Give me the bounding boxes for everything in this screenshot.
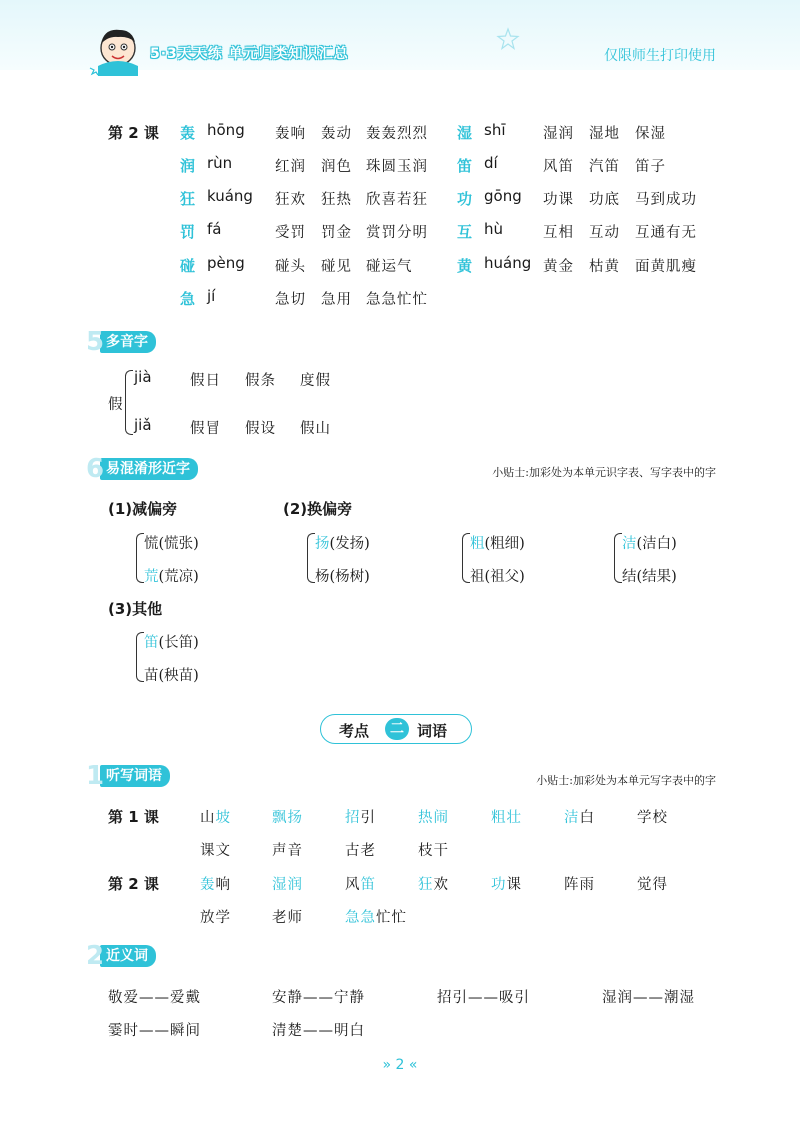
word: 湿润: [543, 126, 574, 142]
char: 狂: [180, 190, 196, 208]
similar-item: [144, 631, 199, 652]
subsection-title: (3)其他: [108, 600, 163, 618]
word-segment: 坡: [215, 810, 231, 826]
kaodian-topic: 词语: [417, 722, 448, 740]
word-segment: 响: [215, 877, 231, 893]
word: 轰响: [275, 126, 306, 142]
section-label: 近义词: [100, 945, 156, 967]
polyphone-char: 假: [108, 397, 123, 413]
subsection-title: (1)减偏旁: [108, 500, 178, 518]
char: 轰: [180, 124, 196, 142]
word-segment: 粗壮: [491, 810, 522, 826]
word: 互动: [589, 225, 620, 241]
word-segment: 湿润: [272, 877, 303, 893]
example: (结果): [636, 569, 677, 585]
char: 杨: [315, 569, 330, 585]
example: (祖父): [484, 569, 525, 585]
pinyin: huáng: [484, 254, 532, 272]
dictation-word: [200, 806, 231, 827]
word-segment: 阵雨: [564, 877, 595, 893]
char: 急: [180, 290, 196, 308]
word: 黄金: [543, 259, 574, 275]
word-segment: 狂: [418, 877, 434, 893]
word: 假日: [190, 373, 221, 389]
word: 假山: [300, 421, 331, 437]
word: 互相: [543, 225, 574, 241]
subsection-title: (2)换偏旁: [283, 500, 353, 518]
word-segment: 古老: [345, 843, 376, 859]
pinyin: dí: [484, 154, 498, 172]
char: 互: [457, 223, 473, 241]
dictation-word: [200, 839, 231, 860]
word: 互通有无: [635, 225, 697, 241]
word-segment: 招: [345, 810, 361, 826]
kaodian-badge: [320, 714, 472, 744]
synonym-pair: 敬爱——爱戴: [108, 990, 201, 1006]
word: 风笛: [543, 159, 574, 175]
char: 苗: [144, 668, 159, 684]
pinyin: fá: [207, 220, 222, 238]
dictation-word: [272, 906, 303, 927]
word: 急急忙忙: [366, 292, 428, 308]
word: 碰运气: [366, 259, 413, 275]
example: (粗细): [484, 536, 525, 552]
kaodian-number: 二: [385, 718, 409, 740]
similar-item: [315, 532, 370, 553]
similar-item: [144, 532, 199, 553]
char: 罚: [180, 223, 196, 241]
word-segment: 欢: [433, 877, 449, 893]
word: 碰头: [275, 259, 306, 275]
word-segment: 风: [345, 877, 361, 893]
word: 受罚: [275, 225, 306, 241]
char: 笛: [457, 157, 473, 175]
lesson-label: 第 2 课: [108, 124, 159, 142]
word-segment: 枝干: [418, 843, 449, 859]
word: 狂欢: [275, 192, 306, 208]
chevron-right-icon: »: [382, 1057, 392, 1073]
example: (发扬): [329, 536, 370, 552]
dictation-word: [345, 806, 376, 827]
word-segment: 飘扬: [272, 810, 303, 826]
similar-item: [622, 565, 677, 586]
similar-item: [315, 565, 370, 586]
char: 扬: [315, 536, 330, 552]
dictation-word: [564, 806, 595, 827]
dictation-word: [418, 839, 449, 860]
tip-text: 小贴士:加彩处为本单元识字表、写字表中的字: [492, 466, 716, 479]
word-segment: 课: [506, 877, 522, 893]
dictation-word: [200, 906, 231, 927]
word-segment: 洁: [564, 810, 580, 826]
synonym-pair: 安静——宁静: [272, 990, 365, 1006]
page-number-value: 2: [395, 1057, 405, 1073]
word: 赏罚分明: [366, 225, 428, 241]
dictation-word: [345, 839, 376, 860]
pinyin: pèng: [207, 254, 245, 272]
word: 假条: [245, 373, 276, 389]
char: 祖: [470, 569, 485, 585]
synonym-pair: 清楚——明白: [272, 1023, 365, 1039]
word: 度假: [300, 373, 331, 389]
word-segment: 急急: [345, 910, 376, 926]
word-segment: 山: [200, 810, 216, 826]
char: 荒: [144, 569, 159, 585]
similar-item: [622, 532, 677, 553]
word-segment: 觉得: [637, 877, 668, 893]
char: 湿: [457, 124, 473, 142]
char: 润: [180, 157, 196, 175]
kaodian-label: 考点: [339, 722, 370, 740]
word: 红润: [275, 159, 306, 175]
section-label: 听写词语: [100, 765, 170, 787]
example: (秧苗): [158, 668, 199, 684]
word: 马到成功: [635, 192, 697, 208]
dictation-word: [564, 873, 595, 894]
brace: [136, 632, 144, 682]
word-segment: 声音: [272, 843, 303, 859]
pinyin: hōng: [207, 121, 245, 139]
word-segment: 引: [360, 810, 376, 826]
example: (荒凉): [158, 569, 199, 585]
word: 狂热: [321, 192, 352, 208]
word: 功底: [589, 192, 620, 208]
page-number: [372, 1057, 428, 1073]
lesson-label: 第 2 课: [108, 875, 159, 893]
char: 慌: [144, 536, 159, 552]
pinyin: hù: [484, 220, 504, 238]
section-header-similar: [86, 454, 198, 484]
header-title: 5·3天天练 单元归类知识汇总: [150, 46, 349, 62]
word: 假设: [245, 421, 276, 437]
brace: [307, 533, 315, 583]
brace: [136, 533, 144, 583]
word: 假冒: [190, 421, 221, 437]
word-segment: 功: [491, 877, 507, 893]
dictation-word: [272, 873, 303, 894]
dictation-word: [200, 873, 231, 894]
dictation-word: [418, 806, 449, 827]
word-segment: 课文: [200, 843, 231, 859]
dictation-word: [637, 873, 668, 894]
word: 湿地: [589, 126, 620, 142]
section-header-polyphone: [86, 327, 156, 357]
word-segment: 学校: [637, 810, 668, 826]
section-label: 多音字: [100, 331, 156, 353]
example: (杨树): [329, 569, 370, 585]
dictation-word: [491, 873, 522, 894]
brace: [125, 370, 133, 435]
section-label: 易混淆形近字: [100, 458, 198, 480]
char: 笛: [144, 635, 159, 651]
dictation-word: [345, 906, 407, 927]
header-note: 仅限师生打印使用: [604, 48, 716, 64]
pinyin: jià: [134, 368, 152, 386]
pinyin: shī: [484, 121, 506, 139]
word: 碰见: [321, 259, 352, 275]
similar-item: [144, 664, 199, 685]
mascot-icon: [88, 22, 144, 76]
word-segment: 轰: [200, 877, 216, 893]
dictation-word: [345, 873, 376, 894]
pinyin: jiǎ: [134, 416, 152, 434]
section-number: 6: [86, 454, 105, 484]
char: 功: [457, 190, 473, 208]
char: 碰: [180, 257, 196, 275]
tip-text: 小贴士:加彩处为本单元写字表中的字: [536, 774, 716, 787]
word: 汽笛: [589, 159, 620, 175]
word: 保湿: [635, 126, 666, 142]
word: 急用: [321, 292, 352, 308]
dictation-word: [491, 806, 522, 827]
char: 粗: [470, 536, 485, 552]
section-header-dictation: [86, 761, 170, 791]
pinyin: rùn: [207, 154, 233, 172]
word-segment: 忙忙: [376, 910, 407, 926]
example: (慌张): [158, 536, 199, 552]
word: 轰轰烈烈: [366, 126, 428, 142]
char: 结: [622, 569, 637, 585]
example: (长笛): [158, 635, 199, 651]
word: 枯黄: [589, 259, 620, 275]
pinyin: kuáng: [207, 187, 253, 205]
word: 欣喜若狂: [366, 192, 428, 208]
chevron-left-icon: «: [408, 1057, 418, 1073]
word-segment: 放学: [200, 910, 231, 926]
dictation-word: [637, 806, 668, 827]
char: 洁: [622, 536, 637, 552]
section-header-synonyms: [86, 941, 156, 971]
dictation-word: [418, 873, 449, 894]
similar-item: [470, 565, 525, 586]
similar-item: [470, 532, 525, 553]
lesson-label: 第 1 课: [108, 808, 159, 826]
word: 面黄肌瘦: [635, 259, 697, 275]
brace: [462, 533, 470, 583]
dictation-word: [272, 839, 303, 860]
brace: [614, 533, 622, 583]
dictation-word: [272, 806, 303, 827]
word: 轰动: [321, 126, 352, 142]
pinyin: gōng: [484, 187, 522, 205]
word: 笛子: [635, 159, 666, 175]
synonym-pair: 招引——吸引: [437, 990, 530, 1006]
word: 珠圆玉润: [366, 159, 428, 175]
word: 急切: [275, 292, 306, 308]
char: 黄: [457, 257, 473, 275]
word: 功课: [543, 192, 574, 208]
example: (洁白): [636, 536, 677, 552]
star-icon: [496, 27, 520, 51]
section-number: 1: [86, 761, 105, 791]
word: 润色: [321, 159, 352, 175]
word-segment: 白: [579, 810, 595, 826]
synonym-pair: 霎时——瞬间: [108, 1023, 201, 1039]
section-number: 2: [86, 941, 105, 971]
section-number: 5: [86, 327, 105, 357]
word-segment: 老师: [272, 910, 303, 926]
word-segment: 热闹: [418, 810, 449, 826]
word-segment: 笛: [360, 877, 376, 893]
pinyin: jí: [207, 287, 216, 305]
word: 罚金: [321, 225, 352, 241]
similar-item: [144, 565, 199, 586]
synonym-pair: 湿润——潮湿: [602, 990, 695, 1006]
